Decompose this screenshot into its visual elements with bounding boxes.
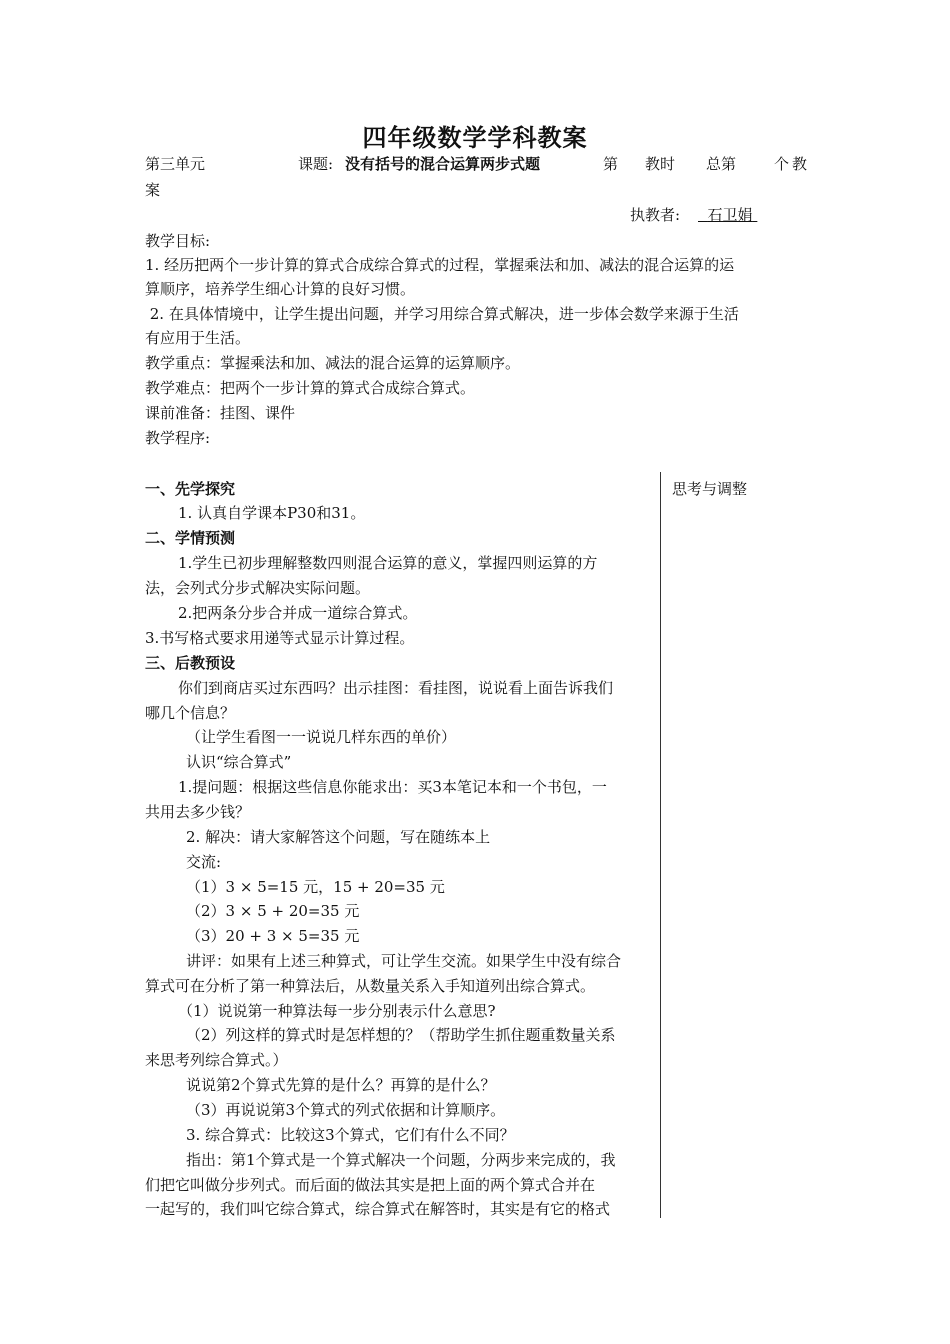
column-divider: [660, 472, 661, 1218]
body-line: 3. 综合算式：比较这3个算式，它们有什么不同？: [186, 1126, 515, 1144]
body-line: 法，会列式分步式解决实际问题。: [145, 579, 371, 597]
body-line: 指出：第1个算式是一个算式解决一个问题，分两步来完成的，我: [186, 1151, 616, 1169]
intro-line: 1. 经历把两个一步计算的算式合成综合算式的过程，掌握乘法和加、减法的混合运算的运: [145, 256, 735, 274]
body-line: 们把它叫做分步列式。而后面的做法其实是把上面的两个算式合并在: [145, 1176, 596, 1194]
body-line: 来思考列综合算式。）: [145, 1051, 288, 1069]
intro-line: 2. 在具体情境中，让学生提出问题，并学习用综合算式解决，进一步体会数学来源于生活: [145, 305, 739, 323]
body-line: 你们到商店买过东西吗？出示挂图：看挂图，说说看上面告诉我们: [178, 679, 614, 697]
body-line: 认识“综合算式”: [186, 753, 292, 771]
body-line: （3）20 + 3 × 5=35 元: [186, 927, 360, 945]
body-line: 讲评：如果有上述三种算式，可让学生交流。如果学生中没有综合: [186, 952, 622, 970]
lesson-label-1: 第: [603, 155, 619, 173]
intro-line: 教学难点：把两个一步计算的算式合成综合算式。: [145, 379, 476, 397]
lesson-label-2: 教时: [645, 155, 676, 173]
intro-line: 有应用于生活。: [145, 329, 251, 347]
page-title: 四年级数学学科教案: [362, 123, 588, 152]
body-line: （2）列这样的算式时是怎样想的？（帮助学生抓住题重数量关系: [186, 1026, 616, 1044]
intro-line: 算顺序，培养学生细心计算的良好习惯。: [145, 280, 416, 298]
body-line: 2. 解决：请大家解答这个问题，写在随练本上: [186, 828, 491, 846]
body-line: 1.提问题：根据这些信息你能求出：买3本笔记本和一个书包，一: [178, 778, 607, 796]
total-label-1: 总第: [706, 155, 737, 173]
intro-line: 教学重点：掌握乘法和加、减法的混合运算的运算顺序。: [145, 354, 521, 372]
body-line: （1）说说第一种算法每一步分别表示什么意思?: [178, 1002, 496, 1020]
section-heading: 三、后教预设: [145, 654, 236, 672]
body-line: 一起写的，我们叫它综合算式，综合算式在解答时，其实是有它的格式: [145, 1200, 611, 1218]
section-heading: 一、先学探究: [145, 480, 236, 498]
body-line: 说说第2个算式先算的是什么？再算的是什么？: [186, 1076, 496, 1094]
body-line: 哪几个信息？: [145, 704, 236, 722]
body-line: 2.把两条分步合并成一道综合算式。: [178, 604, 418, 622]
unit-label: 第三单元: [145, 155, 206, 173]
body-line: 算式可在分析了第一种算法后，从数量关系入手知道列出综合算式。: [145, 977, 596, 995]
header-wrap: 案: [145, 181, 161, 199]
body-line: 共用去多少钱？: [145, 803, 251, 821]
side-heading: 思考与调整: [672, 480, 748, 498]
body-line: （3）再说说第3个算式的列式依据和计算顺序。: [186, 1101, 506, 1119]
teacher-label: 执教者:: [630, 206, 681, 224]
intro-line: 教学程序:: [145, 429, 211, 447]
body-line: 1.学生已初步理解整数四则混合运算的意义，掌握四则运算的方: [178, 554, 598, 572]
body-line: （2）3 × 5 + 20=35 元: [186, 902, 360, 920]
body-line: （1）3 × 5=15 元，15 + 20=35 元: [186, 878, 445, 896]
intro-line: 教学目标:: [145, 232, 211, 250]
body-line: 3.书写格式要求用递等式显示计算过程。: [145, 629, 415, 647]
total-label-2: 个教: [774, 155, 811, 173]
topic-label: 课题:: [298, 155, 334, 173]
intro-line: 课前准备：挂图、课件: [145, 404, 296, 422]
body-line: 交流:: [186, 853, 222, 871]
body-line: （让学生看图一一说说几样东西的单价）: [186, 728, 457, 746]
section-heading: 二、学情预测: [145, 529, 236, 547]
teacher-name: 石卫娟: [707, 206, 753, 224]
topic-title: 没有括号的混合运算两步式题: [345, 155, 541, 173]
body-line: 1. 认真自学课本P30和31。: [178, 504, 366, 522]
